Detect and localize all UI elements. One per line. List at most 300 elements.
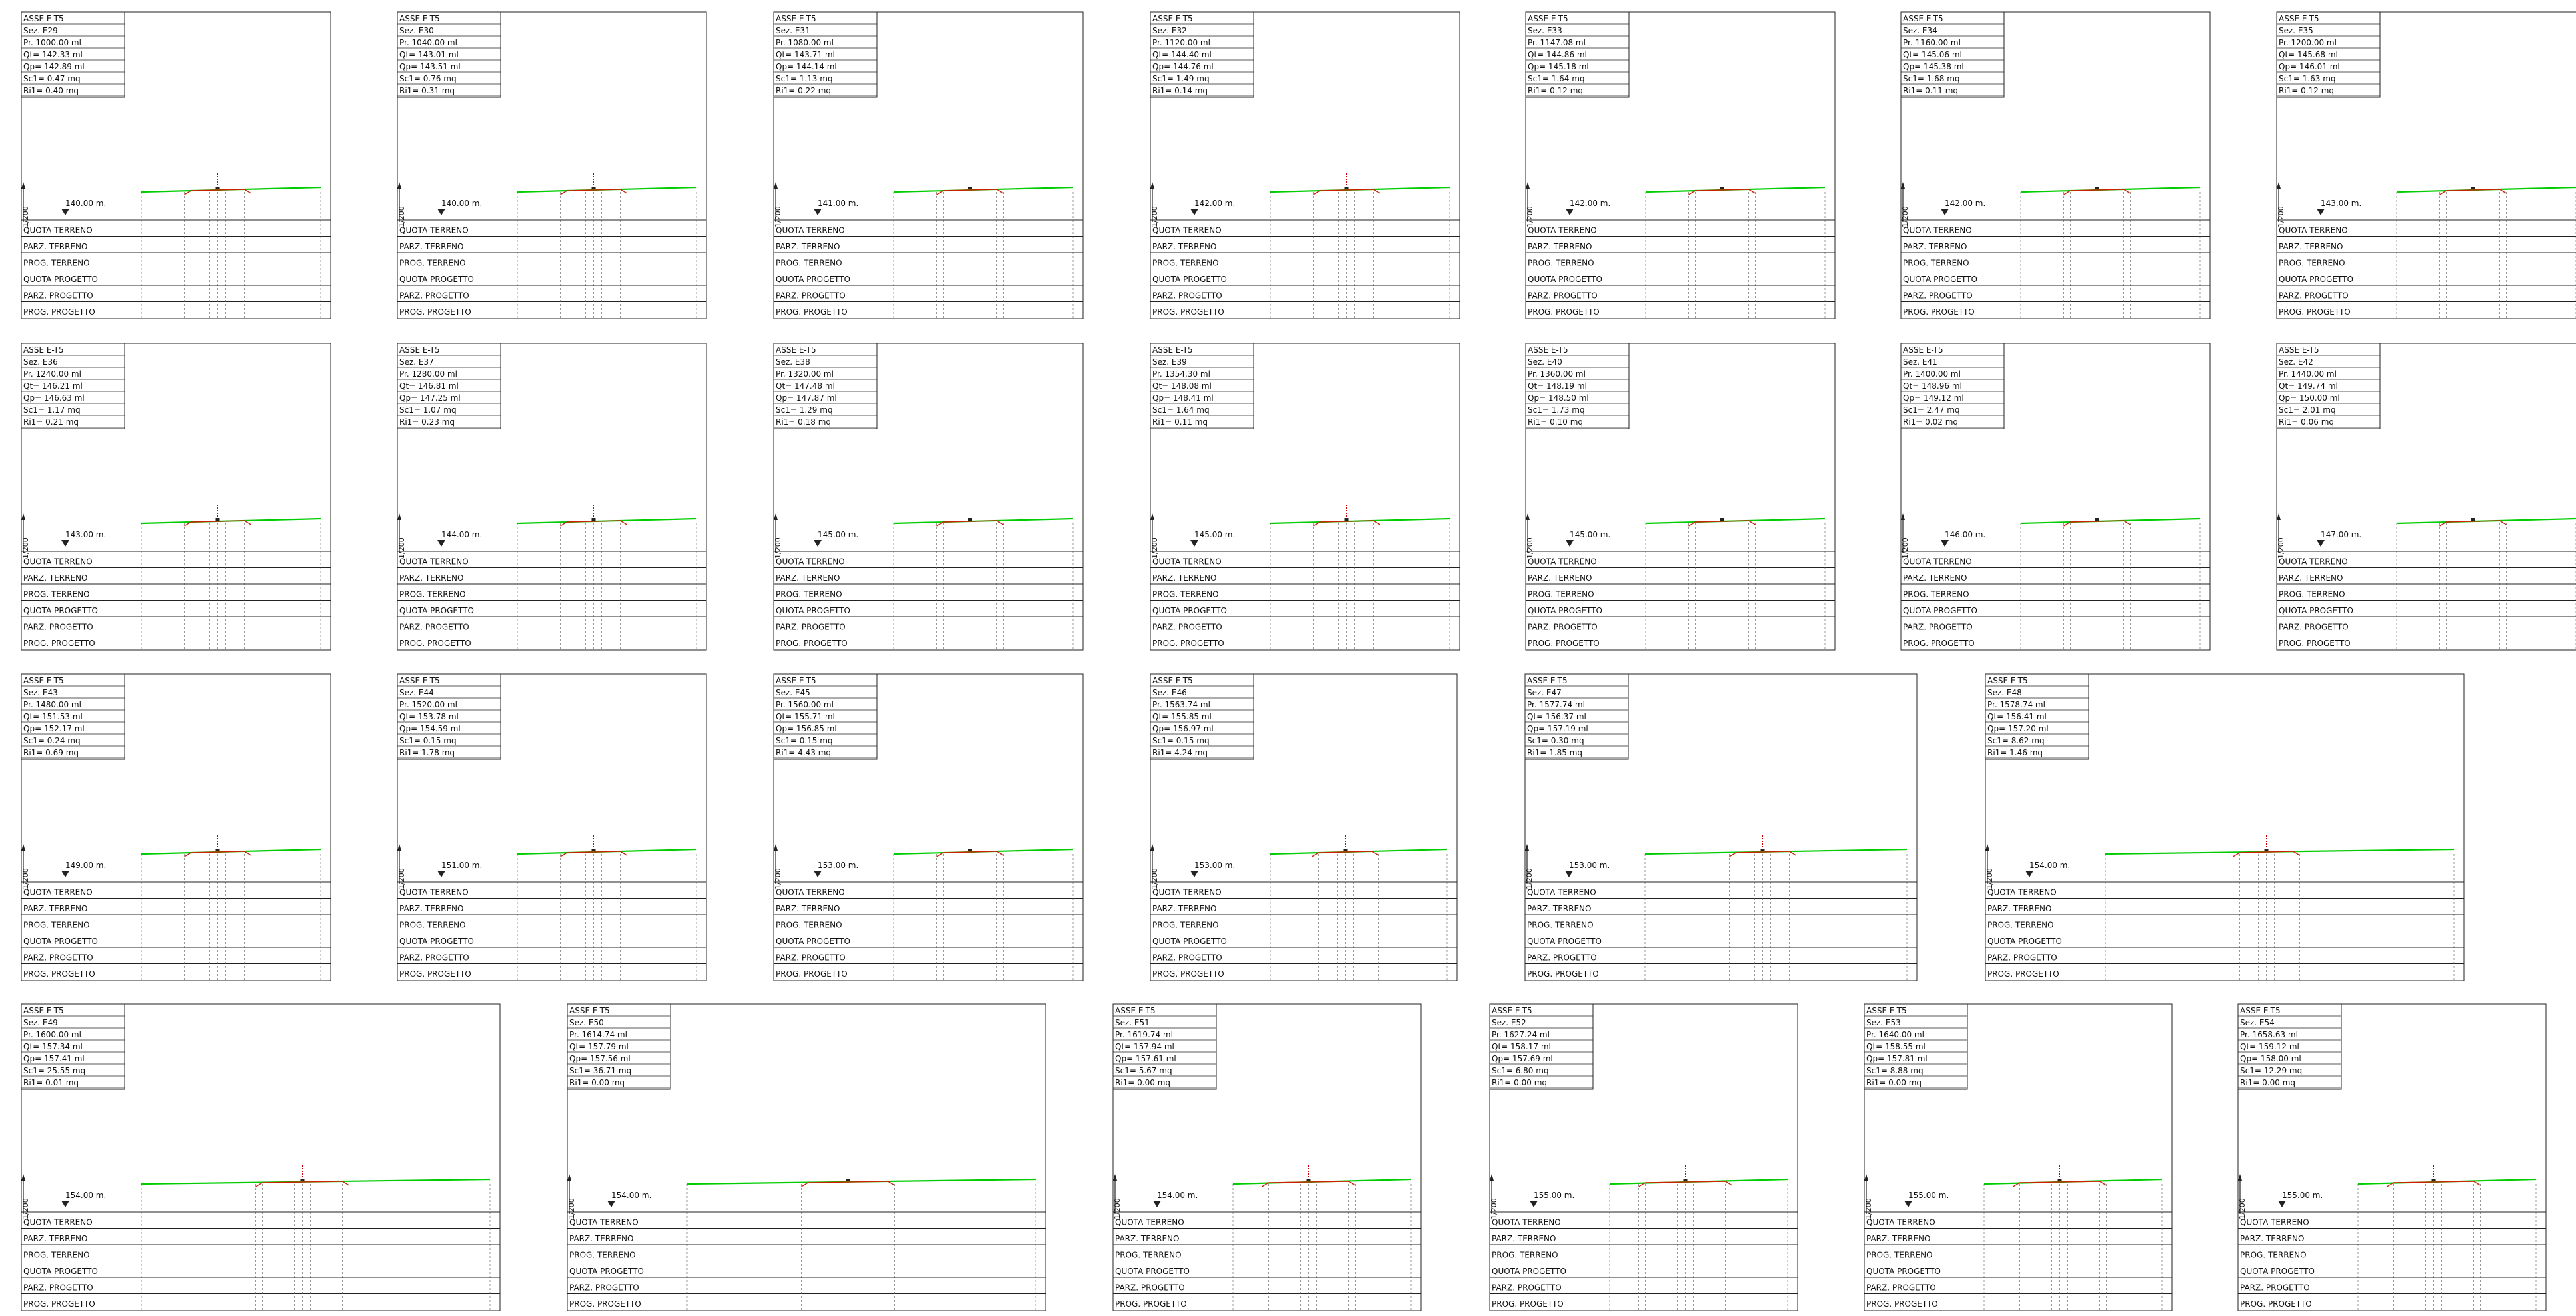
section-panel (21, 1004, 500, 1311)
profile-row-label: PROG. PROGETTO (1527, 969, 1599, 979)
profile-row-label: QUOTA TERRENO (1528, 225, 1597, 235)
axis-label: ASSE E-T5 (23, 1006, 64, 1015)
section-panel (1525, 674, 1917, 981)
profile-row-label: PARZ. TERRENO (2240, 1234, 2305, 1243)
profile-row-label: QUOTA PROGETTO (1903, 606, 1977, 615)
profile-row-label: QUOTA PROGETTO (569, 1267, 644, 1276)
terrain-elevation: Qt= 159.12 ml (2240, 1042, 2299, 1051)
scale-arrow-icon (1150, 513, 1154, 520)
profile-row-label: QUOTA TERRENO (1987, 887, 2057, 897)
axis-marker-icon (846, 1179, 850, 1181)
terrain-elevation: Qt= 156.37 ml (1527, 712, 1586, 721)
reference-marker-icon (1941, 209, 1949, 215)
scale-label: 1/200 (2277, 206, 2285, 227)
axis-label: ASSE E-T5 (23, 345, 64, 355)
project-elevation: Qp= 144.14 ml (776, 62, 837, 71)
profile-row-label: PARZ. PROGETTO (776, 622, 846, 632)
cut-area: Sc1= 1.73 mq (1528, 405, 1585, 415)
reference-elevation: 154.00 m. (2029, 861, 2071, 870)
scale-arrow-icon (397, 844, 401, 851)
profile-row-label: QUOTA PROGETTO (776, 275, 850, 284)
profile-row-label: QUOTA TERRENO (1152, 887, 1222, 897)
profile-row-label: PARZ. PROGETTO (1115, 1283, 1185, 1293)
terrain-elevation: Qt= 145.06 ml (1903, 50, 1962, 59)
cut-area: Sc1= 0.15 mq (1152, 736, 1210, 745)
progressive-distance: Pr. 1640.00 ml (1866, 1030, 1924, 1039)
reference-marker-icon (1565, 871, 1573, 877)
scale-arrow-icon (1985, 844, 1989, 851)
terrain-elevation: Qt= 148.08 ml (1152, 381, 1212, 391)
profile-row-label: PARZ. PROGETTO (23, 291, 93, 301)
panel-frame (21, 1004, 500, 1311)
fill-area: Ri1= 0.11 mq (1903, 86, 1959, 95)
profile-row-label: PARZ. PROGETTO (399, 622, 469, 632)
cut-area: Sc1= 0.30 mq (1527, 736, 1584, 745)
cut-area: Sc1= 1.64 mq (1528, 74, 1585, 83)
terrain-elevation: Qt= 158.17 ml (1492, 1042, 1551, 1051)
profile-row-label: PARZ. PROGETTO (1903, 291, 1973, 301)
profile-row-label: PROG. PROGETTO (23, 307, 95, 317)
section-id: Sez. E50 (569, 1018, 604, 1027)
scale-arrow-icon (1901, 182, 1905, 189)
fill-area: Ri1= 0.00 mq (1115, 1078, 1171, 1087)
profile-row-label: QUOTA PROGETTO (1152, 937, 1227, 946)
profile-row-label: QUOTA PROGETTO (2279, 275, 2353, 284)
reference-elevation: 143.00 m. (2321, 199, 2362, 208)
reference-marker-icon (61, 871, 69, 877)
profile-row-label: PARZ. PROGETTO (1866, 1283, 1936, 1293)
profile-row-label: QUOTA TERRENO (776, 225, 845, 235)
reference-elevation: 153.00 m. (1194, 861, 1236, 870)
profile-row-label: PARZ. TERRENO (23, 573, 88, 583)
axis-label: ASSE E-T5 (1987, 676, 2028, 685)
scale-arrow-icon (567, 1174, 571, 1181)
profile-row-label: PROG. PROGETTO (1528, 307, 1600, 317)
profile-row-label: QUOTA TERRENO (776, 557, 845, 567)
fill-area: Ri1= 0.12 mq (2279, 86, 2335, 95)
fill-area: Ri1= 4.24 mq (1152, 748, 1208, 757)
progressive-distance: Pr. 1147.08 ml (1528, 38, 1586, 47)
scale-arrow-icon (1113, 1174, 1117, 1181)
section-panel (774, 343, 1083, 650)
profile-row-label: PARZ. TERRENO (776, 904, 840, 913)
cut-area: Sc1= 6.80 mq (1492, 1066, 1549, 1075)
profile-row-label: PROG. TERRENO (2240, 1250, 2307, 1260)
scale-label: 1/200 (774, 206, 782, 227)
scale-arrow-icon (1901, 513, 1905, 520)
section-id: Sez. E31 (776, 26, 810, 35)
section-panel (1901, 343, 2210, 650)
profile-row-label: QUOTA TERRENO (1866, 1217, 1935, 1227)
section-id: Sez. E54 (2240, 1018, 2275, 1027)
profile-row-label: PROG. TERRENO (399, 920, 466, 930)
profile-row-label: QUOTA PROGETTO (23, 937, 98, 946)
section-panel (397, 12, 706, 319)
section-id: Sez. E53 (1866, 1018, 1901, 1027)
profile-row-label: QUOTA TERRENO (1492, 1217, 1561, 1227)
axis-label: ASSE E-T5 (776, 14, 816, 23)
axis-label: ASSE E-T5 (23, 676, 64, 685)
profile-row-label: PROG. TERRENO (776, 920, 842, 930)
section-panel (1901, 12, 2210, 319)
reference-marker-icon (61, 540, 69, 547)
profile-row-label: PARZ. TERRENO (1152, 242, 1217, 251)
axis-marker-icon (1761, 849, 1765, 851)
profile-row-label: PROG. PROGETTO (399, 307, 471, 317)
profile-row-label: PROG. PROGETTO (776, 639, 848, 648)
scale-label: 1/200 (2277, 537, 2285, 559)
reference-marker-icon (814, 871, 822, 877)
cut-area: Sc1= 1.63 mq (2279, 74, 2336, 83)
scale-label: 1/200 (774, 537, 782, 559)
reference-marker-icon (437, 540, 445, 547)
cut-area: Sc1= 1.49 mq (1152, 74, 1210, 83)
profile-row-label: QUOTA TERRENO (23, 887, 93, 897)
profile-row-label: PROG. TERRENO (23, 258, 90, 268)
scale-arrow-icon (397, 182, 401, 189)
reference-elevation: 155.00 m. (1534, 1191, 1575, 1200)
profile-row-label: PROG. TERRENO (1152, 920, 1219, 930)
scale-arrow-icon (1150, 182, 1154, 189)
profile-row-label: PARZ. PROGETTO (1528, 291, 1598, 301)
profile-row-label: PARZ. PROGETTO (1987, 953, 2057, 963)
profile-row-label: QUOTA TERRENO (1152, 557, 1222, 567)
reference-elevation: 144.00 m. (441, 530, 483, 539)
axis-label: ASSE E-T5 (399, 345, 440, 355)
progressive-distance: Pr. 1480.00 ml (23, 700, 81, 709)
reference-marker-icon (2025, 871, 2033, 877)
section-id: Sez. E38 (776, 357, 810, 367)
reference-elevation: 155.00 m. (1908, 1191, 1949, 1200)
profile-row-label: PARZ. TERRENO (23, 1234, 88, 1243)
profile-row-label: QUOTA TERRENO (1528, 557, 1597, 567)
profile-row-label: PROG. TERRENO (1528, 589, 1594, 599)
cut-area: Sc1= 1.64 mq (1152, 405, 1210, 415)
section-id: Sez. E44 (399, 688, 434, 697)
profile-row-label: QUOTA PROGETTO (1903, 275, 1977, 284)
fill-area: Ri1= 0.18 mq (776, 417, 832, 427)
section-id: Sez. E52 (1492, 1018, 1526, 1027)
section-panel (21, 12, 331, 319)
scale-arrow-icon (397, 513, 401, 520)
section-id: Sez. E32 (1152, 26, 1187, 35)
reference-elevation: 142.00 m. (1945, 199, 1986, 208)
profile-row-label: PROG. TERRENO (1866, 1250, 1933, 1260)
reference-marker-icon (61, 1201, 69, 1207)
scale-label: 1/200 (21, 206, 30, 227)
project-elevation: Qp= 148.50 ml (1528, 393, 1589, 403)
profile-row-label: PROG. PROGETTO (23, 639, 95, 648)
progressive-distance: Pr. 1280.00 ml (399, 369, 457, 379)
profile-row-label: PROG. PROGETTO (23, 1299, 95, 1309)
section-id: Sez. E45 (776, 688, 810, 697)
profile-row-label: PROG. TERRENO (1903, 258, 1969, 268)
progressive-distance: Pr. 1240.00 ml (23, 369, 81, 379)
profile-row-label: QUOTA PROGETTO (399, 606, 474, 615)
project-elevation: Qp= 147.25 ml (399, 393, 461, 403)
scale-label: 1/200 (1525, 868, 1534, 889)
fill-area: Ri1= 0.14 mq (1152, 86, 1208, 95)
progressive-distance: Pr. 1658.63 ml (2240, 1030, 2298, 1039)
terrain-elevation: Qt= 155.71 ml (776, 712, 835, 721)
scale-label: 1/200 (21, 537, 30, 559)
axis-marker-icon (592, 187, 596, 189)
cut-area: Sc1= 2.01 mq (2279, 405, 2336, 415)
profile-row-label: PROG. PROGETTO (2279, 639, 2351, 648)
axis-label: ASSE E-T5 (1903, 345, 1943, 355)
axis-label: ASSE E-T5 (569, 1006, 610, 1015)
reference-marker-icon (2317, 209, 2325, 215)
profile-row-label: PARZ. TERRENO (1492, 1234, 1556, 1243)
fill-area: Ri1= 4.43 mq (776, 748, 832, 757)
axis-marker-icon (1684, 1179, 1688, 1181)
profile-row-label: PARZ. TERRENO (1152, 573, 1217, 583)
project-elevation: Qp= 143.51 ml (399, 62, 461, 71)
section-id: Sez. E40 (1528, 357, 1562, 367)
axis-marker-icon (968, 518, 972, 521)
progressive-distance: Pr. 1160.00 ml (1903, 38, 1961, 47)
axis-marker-icon (592, 849, 596, 851)
cut-area: Sc1= 1.17 mq (23, 405, 81, 415)
reference-marker-icon (814, 209, 822, 215)
fill-area: Ri1= 0.00 mq (1866, 1078, 1922, 1087)
profile-row-label: QUOTA PROGETTO (1492, 1267, 1566, 1276)
section-id: Sez. E51 (1115, 1018, 1150, 1027)
fill-area: Ri1= 1.46 mq (1987, 748, 2043, 757)
scale-label: 1/200 (567, 1198, 576, 1219)
fill-area: Ri1= 0.01 mq (23, 1078, 79, 1087)
reference-marker-icon (61, 209, 69, 215)
reference-elevation: 146.00 m. (1945, 530, 1986, 539)
scale-label: 1/200 (21, 868, 30, 889)
section-id: Sez. E48 (1987, 688, 2022, 697)
project-elevation: Qp= 150.00 ml (2279, 393, 2340, 403)
reference-marker-icon (2317, 540, 2325, 547)
profile-row-label: QUOTA PROGETTO (1987, 937, 2062, 946)
profile-row-label: PROG. PROGETTO (1152, 639, 1224, 648)
project-elevation: Qp= 148.41 ml (1152, 393, 1214, 403)
profile-row-label: PARZ. PROGETTO (776, 953, 846, 963)
profile-row-label: PARZ. PROGETTO (23, 1283, 93, 1293)
terrain-elevation: Qt= 158.55 ml (1866, 1042, 1926, 1051)
profile-row-label: PARZ. PROGETTO (1152, 291, 1222, 301)
project-elevation: Qp= 157.19 ml (1527, 724, 1588, 733)
progressive-distance: Pr. 1563.74 ml (1152, 700, 1210, 709)
axis-label: ASSE E-T5 (1866, 1006, 1907, 1015)
profile-row-label: PARZ. TERRENO (1903, 242, 1967, 251)
profile-row-label: PROG. TERRENO (1115, 1250, 1182, 1260)
reference-elevation: 147.00 m. (2321, 530, 2362, 539)
profile-row-label: PROG. TERRENO (399, 258, 466, 268)
scale-label: 1/200 (1526, 537, 1534, 559)
reference-marker-icon (2278, 1201, 2286, 1207)
reference-elevation: 142.00 m. (1570, 199, 1611, 208)
profile-row-label: PARZ. TERRENO (1903, 573, 1967, 583)
profile-row-label: QUOTA TERRENO (23, 557, 93, 567)
profile-row-label: PARZ. TERRENO (1527, 904, 1592, 913)
cut-area: Sc1= 1.13 mq (776, 74, 833, 83)
axis-label: ASSE E-T5 (2240, 1006, 2281, 1015)
terrain-elevation: Qt= 146.21 ml (23, 381, 83, 391)
terrain-elevation: Qt= 143.01 ml (399, 50, 459, 59)
fill-area: Ri1= 0.23 mq (399, 417, 455, 427)
progressive-distance: Pr. 1120.00 ml (1152, 38, 1210, 47)
terrain-elevation: Qt= 148.19 ml (1528, 381, 1587, 391)
section-panel (2277, 12, 2576, 319)
profile-row-label: QUOTA TERRENO (399, 225, 469, 235)
section-id: Sez. E37 (399, 357, 434, 367)
profile-row-label: PROG. TERRENO (569, 1250, 636, 1260)
scale-arrow-icon (774, 844, 778, 851)
cut-area: Sc1= 1.68 mq (1903, 74, 1960, 83)
profile-row-label: PARZ. TERRENO (1528, 573, 1592, 583)
reference-elevation: 154.00 m. (65, 1191, 107, 1200)
profile-row-label: QUOTA PROGETTO (776, 606, 850, 615)
profile-row-label: PROG. PROGETTO (776, 307, 848, 317)
profile-row-label: PARZ. TERRENO (776, 242, 840, 251)
axis-marker-icon (2095, 518, 2099, 521)
project-elevation: Qp= 142.89 ml (23, 62, 85, 71)
profile-row-label: PROG. PROGETTO (1115, 1299, 1187, 1309)
cut-area: Sc1= 8.62 mq (1987, 736, 2045, 745)
scale-arrow-icon (2238, 1174, 2242, 1181)
axis-label: ASSE E-T5 (1528, 14, 1568, 23)
profile-row-label: QUOTA TERRENO (1115, 1217, 1184, 1227)
section-id: Sez. E49 (23, 1018, 58, 1027)
reference-elevation: 151.00 m. (441, 861, 483, 870)
reference-elevation: 142.00 m. (1194, 199, 1236, 208)
profile-row-label: PROG. PROGETTO (2240, 1299, 2312, 1309)
profile-row-label: PARZ. PROGETTO (1527, 953, 1597, 963)
progressive-distance: Pr. 1080.00 ml (776, 38, 834, 47)
scale-arrow-icon (21, 1174, 25, 1181)
profile-row-label: PARZ. TERRENO (1987, 904, 2052, 913)
project-elevation: Qp= 156.97 ml (1152, 724, 1214, 733)
scale-label: 1/200 (1150, 206, 1159, 227)
section-id: Sez. E46 (1152, 688, 1187, 697)
progressive-distance: Pr. 1000.00 ml (23, 38, 81, 47)
profile-row-label: PROG. PROGETTO (1152, 307, 1224, 317)
profile-row-label: QUOTA PROGETTO (1528, 606, 1602, 615)
axis-label: ASSE E-T5 (1528, 345, 1568, 355)
reference-marker-icon (607, 1201, 615, 1207)
reference-elevation: 141.00 m. (818, 199, 859, 208)
reference-marker-icon (1190, 871, 1198, 877)
scale-arrow-icon (21, 182, 25, 189)
section-panel (21, 343, 331, 650)
profile-row-label: PROG. TERRENO (1492, 1250, 1558, 1260)
profile-row-label: QUOTA PROGETTO (2240, 1267, 2315, 1276)
profile-row-label: QUOTA PROGETTO (23, 275, 98, 284)
scale-label: 1/200 (21, 1198, 30, 1219)
axis-marker-icon (2471, 187, 2475, 189)
section-id: Sez. E47 (1527, 688, 1562, 697)
profile-row-label: PARZ. TERRENO (1152, 904, 1217, 913)
scale-label: 1/200 (1901, 206, 1910, 227)
section-id: Sez. E39 (1152, 357, 1187, 367)
progressive-distance: Pr. 1440.00 ml (2279, 369, 2337, 379)
progressive-distance: Pr. 1577.74 ml (1527, 700, 1585, 709)
profile-row-label: PARZ. TERRENO (1115, 1234, 1180, 1243)
cut-area: Sc1= 25.55 mq (23, 1066, 86, 1075)
profile-row-label: PROG. PROGETTO (399, 969, 471, 979)
project-elevation: Qp= 145.38 ml (1903, 62, 1964, 71)
reference-elevation: 145.00 m. (818, 530, 859, 539)
profile-row-label: PROG. PROGETTO (1903, 307, 1975, 317)
profile-row-label: PROG. TERRENO (1152, 258, 1219, 268)
terrain-elevation: Qt= 146.81 ml (399, 381, 459, 391)
axis-marker-icon (1720, 518, 1724, 521)
terrain-elevation: Qt= 142.33 ml (23, 50, 83, 59)
section-panel (774, 674, 1083, 981)
reference-marker-icon (814, 540, 822, 547)
profile-row-label: QUOTA TERRENO (2240, 1217, 2309, 1227)
profile-row-label: PROG. PROGETTO (399, 639, 471, 648)
terrain-elevation: Qt= 149.74 ml (2279, 381, 2338, 391)
fill-area: Ri1= 0.40 mq (23, 86, 79, 95)
project-elevation: Qp= 157.56 ml (569, 1054, 631, 1063)
section-id: Sez. E43 (23, 688, 58, 697)
profile-row-label: QUOTA PROGETTO (1152, 606, 1227, 615)
axis-marker-icon (1345, 187, 1349, 189)
section-panel (2238, 1004, 2546, 1311)
axis-label: ASSE E-T5 (23, 14, 64, 23)
axis-marker-icon (216, 518, 220, 521)
axis-marker-icon (2058, 1179, 2062, 1181)
profile-row-label: PROG. TERRENO (399, 589, 466, 599)
scale-label: 1/200 (774, 868, 782, 889)
fill-area: Ri1= 0.69 mq (23, 748, 79, 757)
reference-marker-icon (1566, 209, 1574, 215)
section-panel (1526, 343, 1835, 650)
profile-row-label: QUOTA TERRENO (2279, 225, 2348, 235)
progressive-distance: Pr. 1619.74 ml (1115, 1030, 1173, 1039)
cut-area: Sc1= 2.47 mq (1903, 405, 1960, 415)
axis-marker-icon (301, 1179, 305, 1181)
reference-elevation: 140.00 m. (65, 199, 107, 208)
project-elevation: Qp= 154.59 ml (399, 724, 461, 733)
reference-marker-icon (1566, 540, 1574, 547)
profile-row-label: QUOTA PROGETTO (2279, 606, 2353, 615)
profile-row-label: PROG. PROGETTO (1903, 639, 1975, 648)
project-elevation: Qp= 146.63 ml (23, 393, 85, 403)
cut-area: Sc1= 0.24 mq (23, 736, 81, 745)
axis-marker-icon (1344, 849, 1348, 851)
section-id: Sez. E36 (23, 357, 58, 367)
fill-area: Ri1= 0.00 mq (569, 1078, 625, 1087)
project-elevation: Qp= 157.20 ml (1987, 724, 2049, 733)
section-panel (1150, 12, 1460, 319)
profile-row-label: PROG. PROGETTO (1987, 969, 2059, 979)
scale-arrow-icon (1526, 182, 1530, 189)
scale-arrow-icon (774, 182, 778, 189)
profile-row-label: QUOTA TERRENO (1152, 225, 1222, 235)
reference-elevation: 153.00 m. (1569, 861, 1610, 870)
axis-marker-icon (2095, 187, 2099, 189)
profile-row-label: PARZ. PROGETTO (2279, 291, 2349, 301)
project-elevation: Qp= 157.61 ml (1115, 1054, 1176, 1063)
fill-area: Ri1= 0.12 mq (1528, 86, 1584, 95)
scale-arrow-icon (1864, 1174, 1868, 1181)
scale-label: 1/200 (1526, 206, 1534, 227)
profile-row-label: QUOTA PROGETTO (1527, 937, 1602, 946)
axis-label: ASSE E-T5 (1527, 676, 1568, 685)
profile-row-label: PARZ. TERRENO (2279, 242, 2343, 251)
section-panel (774, 12, 1083, 319)
section-id: Sez. E29 (23, 26, 58, 35)
terrain-elevation: Qt= 143.71 ml (776, 50, 835, 59)
cut-area: Sc1= 5.67 mq (1115, 1066, 1172, 1075)
